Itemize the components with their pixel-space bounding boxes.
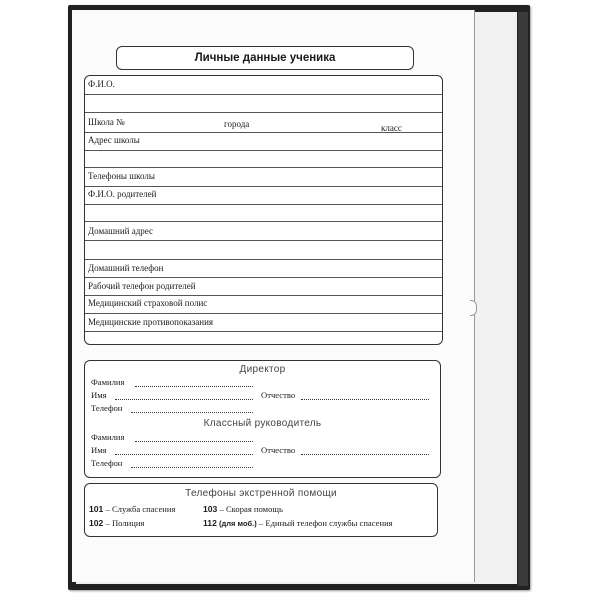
fio-line-2[interactable] bbox=[85, 112, 442, 113]
home-address-line[interactable] bbox=[85, 240, 442, 241]
emergency-item-112 bbox=[203, 518, 393, 528]
director-surname-label: Фамилия bbox=[91, 377, 125, 387]
parents-work-phone-label: Рабочий телефон родителей bbox=[88, 281, 196, 291]
page-title: Личные данные ученика bbox=[194, 52, 336, 64]
emergency-service: – Служба спасения bbox=[105, 504, 176, 514]
school-address-line[interactable] bbox=[85, 150, 442, 151]
teacher-surname-label: Фамилия bbox=[91, 432, 125, 442]
personal-data-box bbox=[84, 75, 443, 345]
school-phones-label: Телефоны школы bbox=[88, 171, 155, 181]
insurance-line[interactable] bbox=[85, 313, 442, 314]
director-name-label: Имя bbox=[91, 390, 107, 400]
director-patronymic-field[interactable] bbox=[301, 399, 429, 400]
parents-fio-line[interactable] bbox=[85, 204, 442, 205]
teacher-phone-label: Телефон bbox=[91, 458, 123, 468]
emergency-service: – Единый телефон службы спасения bbox=[258, 518, 393, 528]
director-name-field[interactable] bbox=[115, 399, 253, 400]
emergency-box bbox=[84, 483, 438, 537]
school-address-label: Адрес школы bbox=[88, 135, 140, 145]
director-title: Директор bbox=[239, 364, 286, 375]
contraindications-label: Медицинские противопоказания bbox=[88, 317, 214, 327]
school-no-label: Школа № bbox=[88, 117, 125, 127]
teacher-name-label: Имя bbox=[91, 445, 107, 455]
emergency-item-101 bbox=[89, 504, 175, 514]
emergency-service: – Полиция bbox=[105, 518, 145, 528]
director-patronymic-label: Отчество bbox=[261, 390, 296, 400]
emergency-item-102 bbox=[89, 518, 144, 528]
insurance-label: Медицинский страховой полис bbox=[88, 298, 208, 308]
teacher-name-field[interactable] bbox=[115, 454, 253, 455]
contacts-box bbox=[84, 360, 441, 478]
emergency-number: 102 bbox=[89, 518, 104, 528]
school-phones-line[interactable] bbox=[85, 186, 442, 187]
parents-work-phone-line[interactable] bbox=[85, 295, 442, 296]
teacher-patronymic-field[interactable] bbox=[301, 454, 429, 455]
emergency-title: Телефоны экстренной помощи bbox=[185, 488, 337, 499]
teacher-surname-field[interactable] bbox=[135, 441, 253, 442]
cover-edge bbox=[518, 12, 528, 586]
class-teacher-title: Классный руководитель bbox=[203, 418, 322, 429]
emergency-number: 103 bbox=[203, 504, 218, 514]
home-address-label: Домашний адрес bbox=[88, 226, 154, 236]
director-surname-field[interactable] bbox=[135, 386, 253, 387]
grade-label: класс bbox=[381, 123, 402, 133]
emergency-number: 112 bbox=[203, 518, 217, 528]
fio-label: Ф.И.О. bbox=[88, 79, 115, 89]
home-phone-line[interactable] bbox=[85, 277, 442, 278]
home-phone-label: Домашний телефон bbox=[88, 263, 164, 273]
parents-fio-line-2[interactable] bbox=[85, 221, 442, 222]
parents-fio-label: Ф.И.О. родителей bbox=[88, 189, 157, 199]
teacher-phone-field[interactable] bbox=[131, 467, 253, 468]
city-label: города bbox=[224, 119, 250, 129]
school-address-line-2[interactable] bbox=[85, 167, 442, 168]
emergency-item-103 bbox=[203, 504, 283, 514]
teacher-patronymic-label: Отчество bbox=[261, 445, 296, 455]
fio-line[interactable] bbox=[85, 94, 442, 95]
emergency-note: (для моб.) bbox=[219, 519, 257, 528]
director-phone-field[interactable] bbox=[131, 412, 253, 413]
school-line[interactable] bbox=[85, 132, 442, 133]
emergency-number: 101 bbox=[89, 504, 104, 514]
emergency-service: – Скорая помощь bbox=[219, 504, 283, 514]
title-banner bbox=[116, 46, 414, 70]
director-phone-label: Телефон bbox=[91, 403, 123, 413]
home-address-line-2[interactable] bbox=[85, 259, 442, 260]
contraindications-line[interactable] bbox=[85, 331, 442, 332]
